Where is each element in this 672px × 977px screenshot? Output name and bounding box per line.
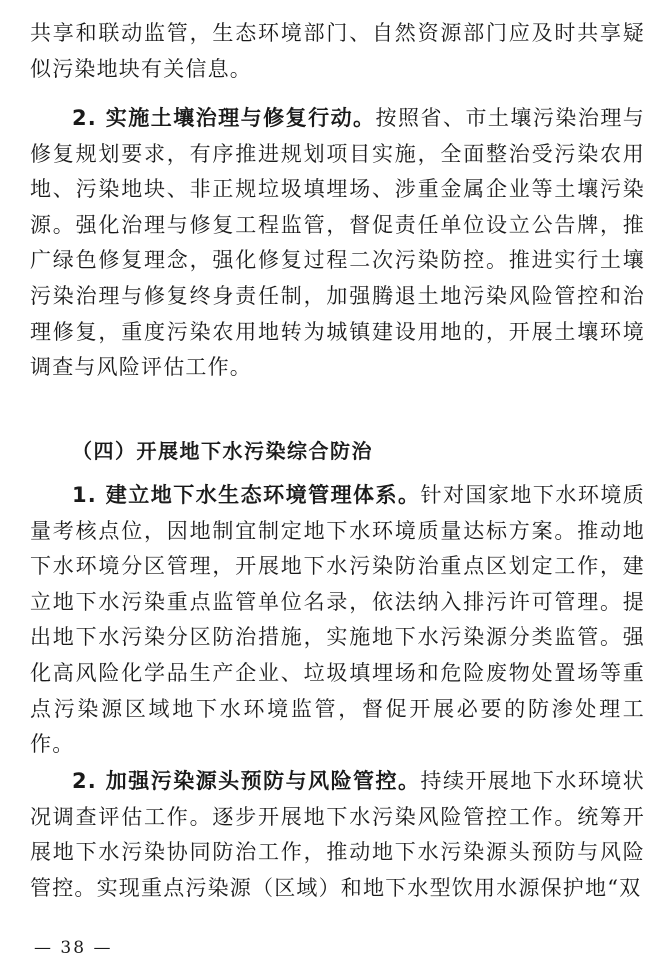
paragraph-title: 2. 加强污染源头预防与风险管控。	[72, 769, 421, 793]
paragraph-title: 2. 实施土壤治理与修复行动。	[72, 106, 376, 130]
paragraph-text: 针对国家地下水环境质量考核点位，因地制宜制定地下水环境质量达标方案。推动地下水环境分区管理，开展地下水污染防治重点区划定工作，建立地下水污染重点监管单位名录，依法纳入排污许可管理。提出地下水污染分区防治措施，实施地下水污染源分类监管。强化高风险化学品生产企业、垃圾填埋场和危险废物处置场等重点污染源区域地下水环境监管，督促开展必要的防渗处理工作。	[30, 483, 645, 757]
paragraph-groundwater-system	[30, 478, 645, 763]
paragraph-text: 按照省、市土壤污染治理与修复规划要求，有序推进规划项目实施，全面整治受污染农用地、污染地块、非正规垃圾填埋场、涉重金属企业等土壤污染源。强化治理与修复工程监管，督促责任单位设立公告牌，推广绿色修复理念，强化修复过程二次污染防控。推进实行土壤污染治理与修复终身责任制，加强腾退土地污染风险管控和治理修复，重度污染农用地转为城镇建设用地的，开展土壤环境调查与风险评估工作。	[30, 106, 645, 380]
paragraph-continued	[30, 16, 645, 87]
page-number: — 38 —	[34, 938, 113, 958]
paragraph-title: 1. 建立地下水生态环境管理体系。	[72, 483, 421, 507]
paragraph-text: 共享和联动监管，生态环境部门、自然资源部门应及时共享疑似污染地块有关信息。	[30, 21, 645, 81]
paragraph-soil-remediation	[30, 101, 645, 386]
paragraph-text: 持续开展地下水环境状况调查评估工作。逐步开展地下水污染风险管控工作。统筹开展地下水污染协同防治工作，推动地下水污染源头预防与风险管控。实现重点污染源（区域）和地下水型饮用水源保护地“双	[30, 769, 645, 900]
section-heading: （四）开展地下水污染综合防治	[72, 439, 373, 463]
paragraph-source-prevention	[30, 764, 645, 906]
